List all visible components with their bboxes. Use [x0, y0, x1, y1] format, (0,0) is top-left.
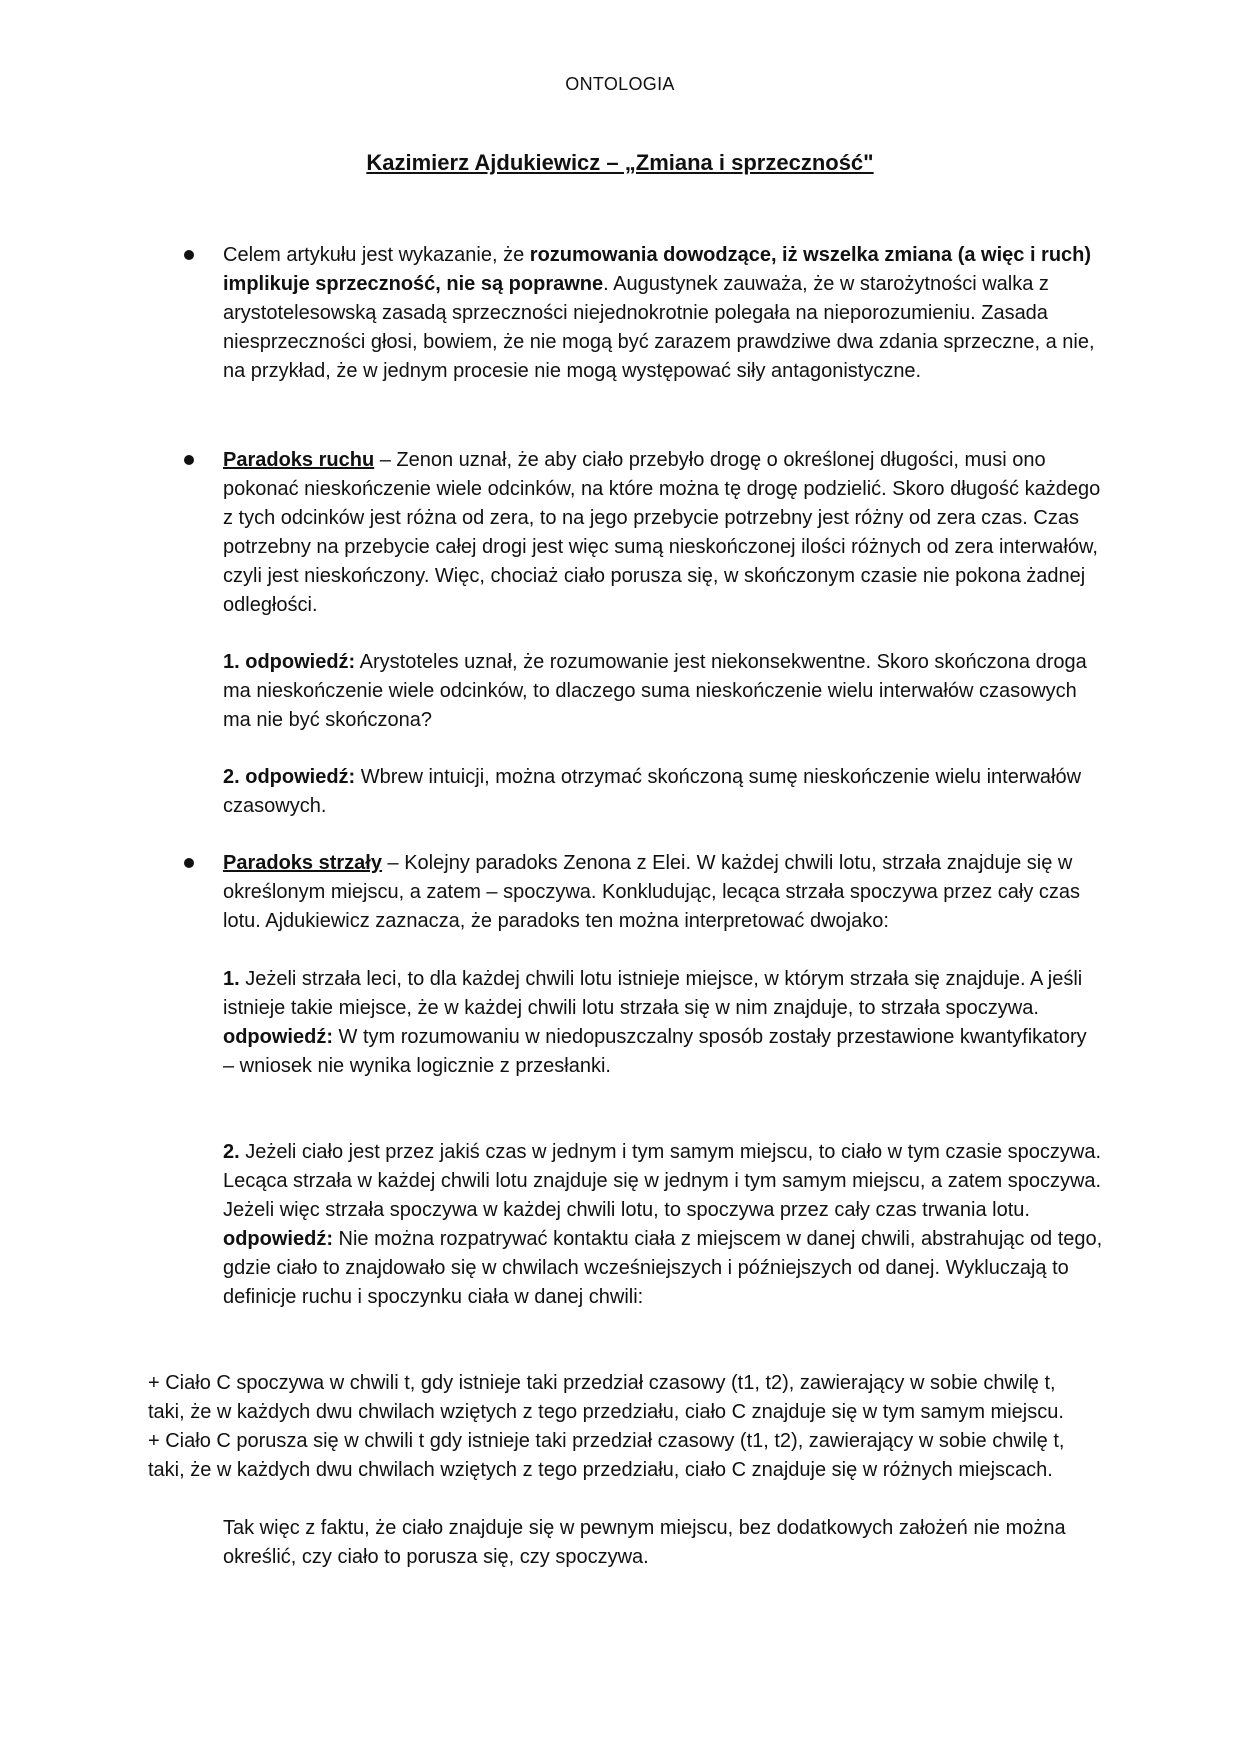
answer-1-text: Arystoteles uznał, że rozumowanie jest niekonsekwentne. Skoro skończona droga ma nieskończenie wiele odcinków, to dlaczego suma nieskończenie wielu interwałów czasowych ma nie być skończona?	[223, 651, 1087, 731]
paragraph-paradox-motion	[223, 446, 1103, 620]
intro-text-2: . Augustynek zauważa, że w starożytności walka z arystotelesowską zasadą sprzeczności niejednokrotnie polegała na nieporozumieniu. Zasada niesprzeczności głosi, bowiem, że nie mogą być zarazem prawdziwe dwa zdania sprzeczne, a nie, na przykład, że w jednym procesie nie mogą występować siły antagonistyczne.	[223, 273, 1095, 382]
paragraph-conclusion: Tak więc z faktu, że ciało znajduje się w pewnym miejscu, bez dodatkowych założeń nie można określić, czy ciało to porusza się, czy spoczywa.	[223, 1517, 1066, 1568]
interpretation-2-answer-text: Nie można rozpatrywać kontaktu ciała z miejscem w danej chwili, abstrahując od tego, gdzie ciało to znajdowało się w chwilach wcześniejszych i późniejszych od danej. Wykluczają to definicje ruchu i spoczynku ciała w danej chwili:	[223, 1228, 1103, 1308]
answer-2-text: Wbrew intuicji, można otrzymać skończoną sumę nieskończenie wielu interwałów czasowych.	[223, 766, 1082, 817]
interpretation-1-number: 1.	[223, 968, 240, 990]
paragraph-interpretation-2	[223, 1138, 1103, 1312]
paragraph-intro	[223, 241, 1103, 386]
paragraph-paradox-arrow	[223, 849, 1103, 936]
heading-paradox-arrow: Paradoks strzały	[223, 852, 382, 874]
definition-rest: + Ciało C spoczywa w chwili t, gdy istnieje taki przedział czasowy (t1, t2), zawierający w sobie chwilę t, taki, że w każdych dwu chwilach wziętych z tego przedziału, ciało C znajduje się w tym samym miejscu.	[148, 1372, 1064, 1423]
interpretation-2-text: Jeżeli ciało jest przez jakiś czas w jednym i tym samym miejscu, to ciało w tym czasie spoczywa. Lecąca strzała w każdej chwili lotu znajduje się w jednym i tym samym miejscu, a zatem spoczywa. Jeżeli więc strzała spoczywa w każdej chwili lotu, to spoczywa przez cały czas trwania lotu.	[223, 1141, 1102, 1221]
interpretation-1-text: Jeżeli strzała leci, to dla każdej chwili lotu istnieje miejsce, w którym strzała się znajduje. A jeśli istnieje takie miejsce, że w każdej chwili lotu strzała się w nim znajduje, to strzała spoczywa.	[223, 968, 1083, 1019]
answer-1-label: 1. odpowiedź:	[223, 651, 356, 673]
interpretation-1-answer-text: W tym rozumowaniu w niedopuszczalny sposób zostały przestawione kwantyfikatory – wniosek nie wynika logicznie z przesłanki.	[223, 1026, 1087, 1077]
intro-text-bold: rozumowania dowodzące, iż wszelka zmiana (a więc i ruch) implikuje sprzeczność, nie są poprawne	[223, 244, 1092, 295]
interpretation-2-answer-label: odpowiedź:	[223, 1228, 333, 1250]
paragraph-interpretation-1	[223, 965, 1103, 1081]
paradox-motion-text: – Zenon uznał, że aby ciało przebyło drogę o określonej długości, musi ono pokonać nieskończenie wiele odcinków, na które można tę drogę podzielić. Skoro długość każdego z tych odcinków jest różna od zera, to na jego przebycie potrzebny jest różny od zera czas. Czas potrzebny na przebycie całej drogi jest więc sumą nieskończonej ilości różnych od zera interwałów, czyli jest nieskończony. Więc, chociaż ciało porusza się, w skończonym czasie nie pokona żadnej odległości.	[223, 449, 1101, 616]
interpretation-2-number: 2.	[223, 1141, 240, 1163]
answer-2-label: 2. odpowiedź:	[223, 766, 356, 788]
paragraph-answer-2	[223, 763, 1103, 821]
paradox-arrow-text: – Kolejny paradoks Zenona z Elei. W każdej chwili lotu, strzała znajduje się w określonym miejscu, a zatem – spoczywa. Konkludując, lecąca strzała spoczywa przez cały czas lotu. Ajdukiewicz zaznacza, że paradoks ten można interpretować dwojako:	[223, 852, 1081, 932]
document-title: Kazimierz Ajdukiewicz – „Zmiana i sprzeczność"	[366, 150, 874, 175]
bullet-icon	[184, 858, 194, 868]
bullet-icon	[184, 250, 194, 260]
page-header: ONTOLOGIA	[565, 74, 675, 94]
paragraph-answer-1	[223, 648, 1103, 735]
heading-paradox-motion: Paradoks ruchu	[223, 449, 375, 471]
intro-text-1: Celem artykułu jest wykazanie, że	[223, 244, 530, 266]
definition-motion: + Ciało C porusza się w chwili t gdy istnieje taki przedział czasowy (t1, t2), zawierający w sobie chwilę t, taki, że w każdych dwu chwilach wziętych z tego przedziału, ciało C znajduje się w różnych miejscach.	[148, 1430, 1065, 1481]
bullet-icon	[184, 455, 194, 465]
interpretation-1-answer-label: odpowiedź:	[223, 1026, 333, 1048]
